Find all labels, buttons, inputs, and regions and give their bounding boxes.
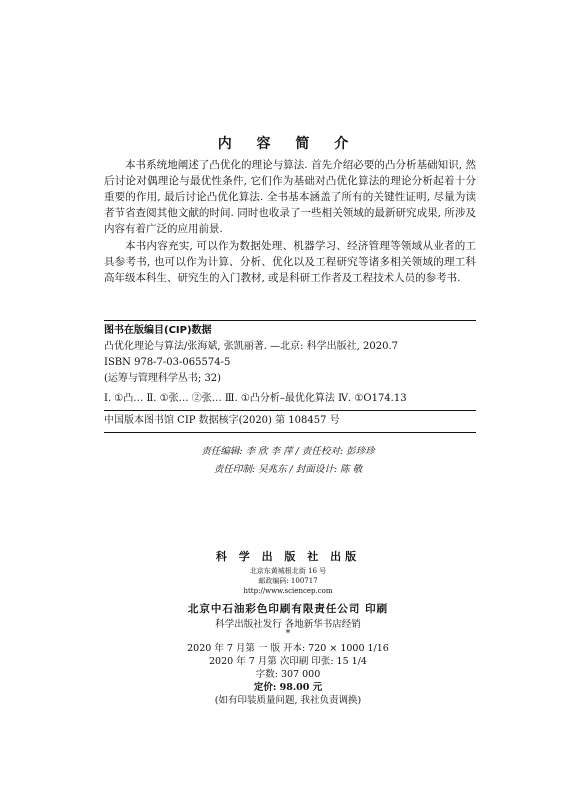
cip-line-series: (运筹与管理科学丛书; 32) <box>104 373 222 384</box>
publisher-website: http://www.sciencep.com <box>243 587 333 595</box>
publisher-address: 北京东黄城根北街 16 号 <box>249 567 327 575</box>
distribution-line: 科学出版社发行 各地新华书店经销 <box>215 619 361 630</box>
staff-production: 责任印制: 吴兆东 / 封面设计: 陈 敬 <box>213 464 363 475</box>
intro-title: 内 容 简 介 <box>217 136 359 152</box>
separator-star: * <box>285 628 291 639</box>
price: 定价: 98.00 元 <box>253 682 323 693</box>
cip-line-classification: Ⅰ. ①凸… Ⅱ. ①张… ②张… Ⅲ. ①凸分析–最优化算法 Ⅳ. ①O174.13 <box>104 393 407 404</box>
publisher-name: 科 学 出 版 社 出版 <box>215 550 361 563</box>
cip-line-title: 凸优化理论与算法/张海斌, 张凯丽著. —北京: 科学出版社, 2020.7 <box>104 341 398 352</box>
cip-bottom-rule <box>104 432 476 433</box>
cip-line-isbn: ISBN 978-7-03-065574-5 <box>104 357 231 368</box>
edition-line: 2020 年 7 月第 一 版 开本: 720 × 1000 1/16 <box>187 643 389 654</box>
printer-name: 北京中石油彩色印刷有限责任公司 印刷 <box>187 603 389 615</box>
publisher-postcode: 邮政编码: 100717 <box>258 577 318 585</box>
word-count: 字数: 307 000 <box>255 669 321 680</box>
quality-notice: (如有印装质量问题, 我社负责调换) <box>214 695 362 706</box>
cip-heading: 图书在版编目(CIP)数据 <box>104 325 212 336</box>
printing-line: 2020 年 7 月第 次印刷 印张: 15 1/4 <box>209 656 367 667</box>
intro-paragraph-1: 本书系统地阐述了凸优化的理论与算法. 首先介绍必要的凸分析基础知识, 然后讨论对偶理论与最优性条件, 它们作为基础对凸优化算法的理论分析起着十分重要的作用, 最后讨论凸优化算法. 全书基本涵盖了所有的关键性证明, 尽量为读者节省查阅其他文献的时间. 同时也收录了一些相关领域的最新研究成果, 所涉及内容有着广泛的应用前景. <box>104 159 476 235</box>
cip-line-record-number: 中国版本图书馆 CIP 数据核字(2020) 第 108457 号 <box>104 415 340 426</box>
intro-paragraph-2: 本书内容充实, 可以作为数据处理、机器学习、经济管理等领域从业者的工具参考书, 也可以作为计算、分析、优化以及工程研究等诸多相关领域的理工科高年级本科生、研究生的入门教材, 或是科研工作者及工程技术人员的参考书. <box>104 240 476 284</box>
cip-top-rule <box>104 320 476 321</box>
staff-editors: 责任编辑: 李 欣 李 萍 / 责任校对: 彭珍珍 <box>201 446 375 457</box>
cip-middle-rule <box>104 410 476 411</box>
